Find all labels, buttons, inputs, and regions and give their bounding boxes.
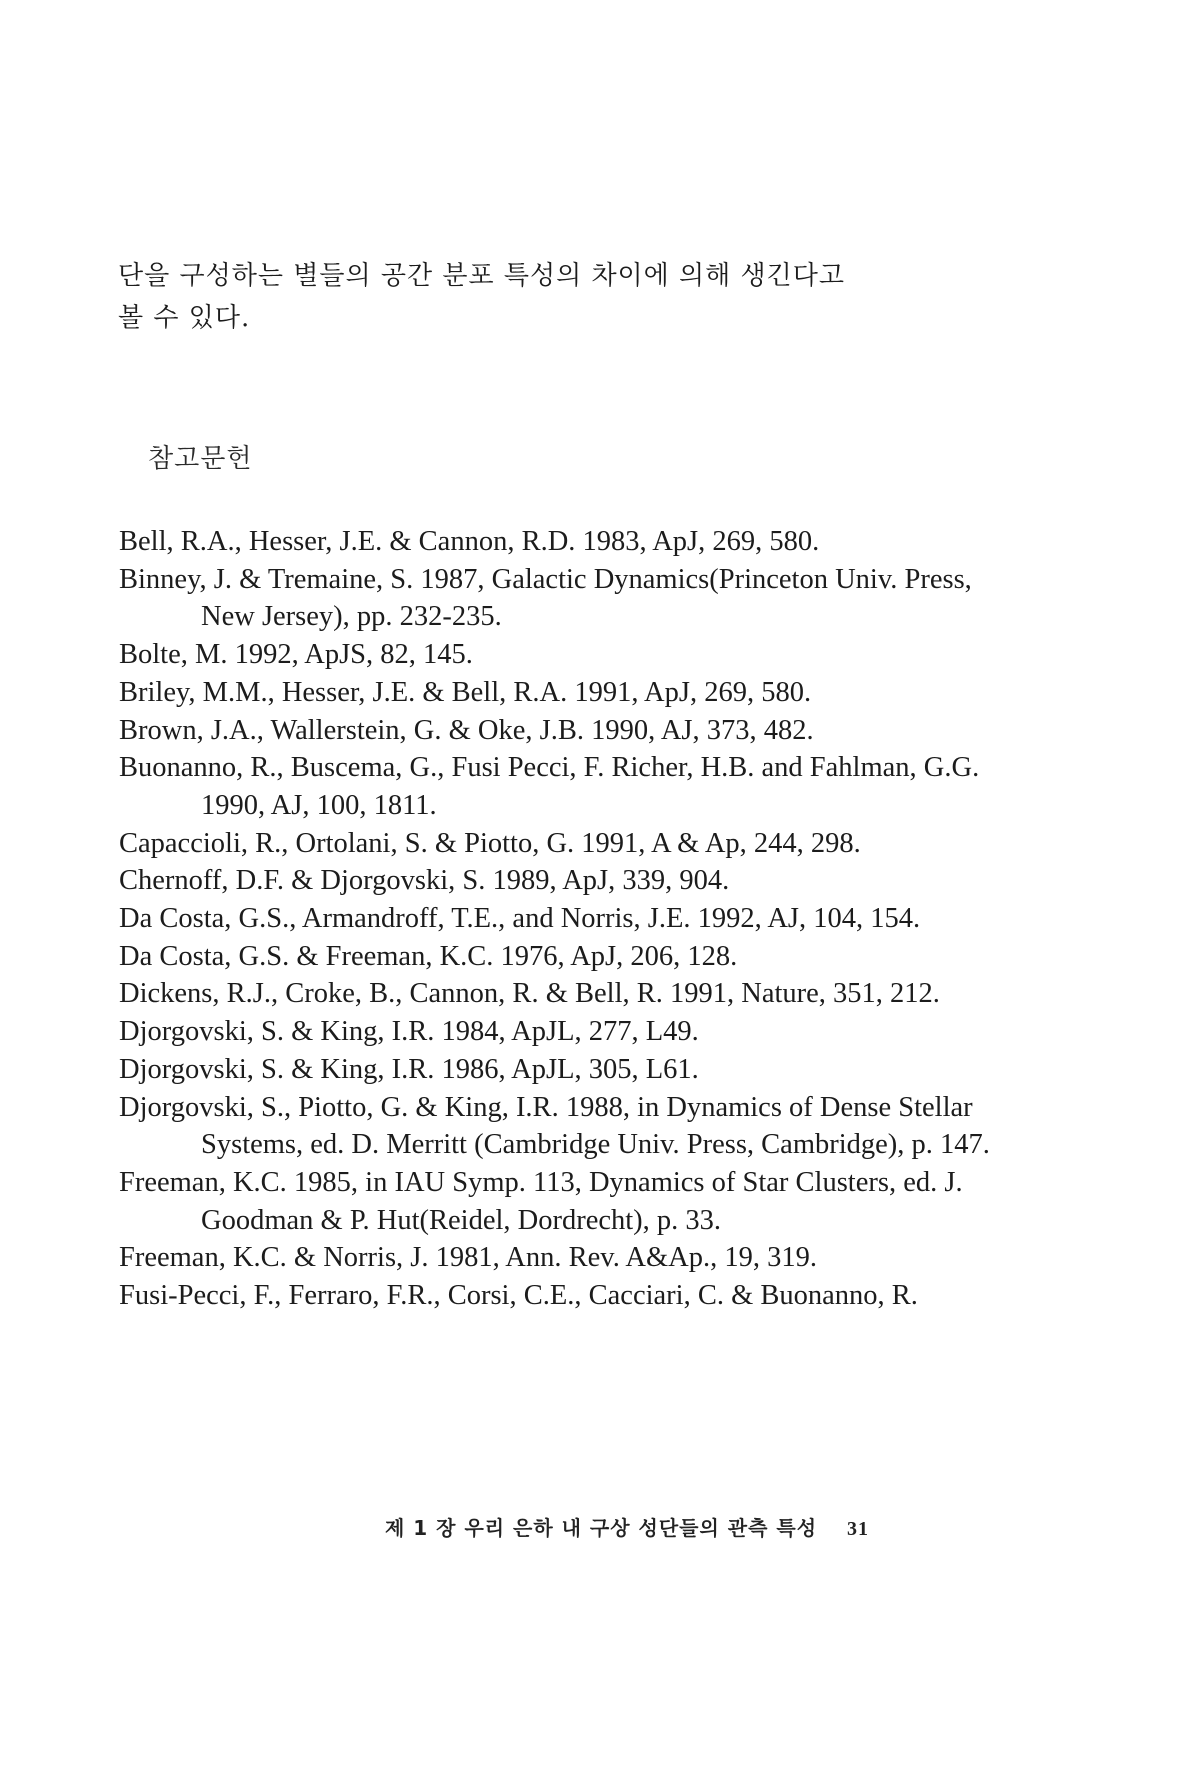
reference-item: Djorgovski, S., Piotto, G. & King, I.R. 1988, in Dynamics of Dense Stellar Systems, ed. D. Merritt (Cambridge Univ. Press, Cambridge), p. 147. [119, 1091, 990, 1161]
reference-item: Bolte, M. 1992, ApJS, 82, 145. [119, 639, 473, 671]
intro-line-2: 볼 수 있다. [118, 303, 251, 333]
page-number: 31 [847, 1518, 869, 1540]
reference-item: Fusi-Pecci, F., Ferraro, F.R., Corsi, C.E., Cacciari, C. & Buonanno, R. [119, 1280, 918, 1312]
reference-item: Capaccioli, R., Ortolani, S. & Piotto, G. 1991, A & Ap, 244, 298. [119, 827, 861, 859]
reference-item: Buonanno, R., Buscema, G., Fusi Pecci, F. Richer, H.B. and Fahlman, G.G. 1990, AJ, 100, 1811. [119, 752, 980, 821]
reference-item: Bell, R.A., Hesser, J.E. & Cannon, R.D. 1983, ApJ, 269, 580. [119, 526, 820, 557]
reference-item: Da Costa, G.S. & Freeman, K.C. 1976, ApJ, 206, 128. [119, 940, 738, 972]
reference-item: Chernoff, D.F. & Djorgovski, S. 1989, ApJ, 339, 904. [119, 865, 730, 897]
reference-item: Da Costa, G.S., Armandroff, T.E., and Norris, J.E. 1992, AJ, 104, 154. [119, 903, 921, 935]
reference-item: Dickens, R.J., Croke, B., Cannon, R. & Bell, R. 1991, Nature, 351, 212. [119, 978, 940, 1010]
reference-list [119, 523, 1019, 1315]
reference-item: Briley, M.M., Hesser, J.E. & Bell, R.A. 1991, ApJ, 269, 580. [119, 676, 812, 708]
reference-item: Brown, J.A., Wallerstein, G. & Oke, J.B. 1990, AJ, 373, 482. [119, 714, 814, 746]
reference-item: Binney, J. & Tremaine, S. 1987, Galactic Dynamics(Princeton Univ. Press, New Jersey), pp. 232-235. [119, 563, 972, 633]
reference-item: Freeman, K.C. 1985, in IAU Symp. 113, Dynamics of Star Clusters, ed. J. Goodman & P. Hut(Reidel, Dordrecht), p. 33. [119, 1166, 963, 1236]
reference-item: Freeman, K.C. & Norris, J. 1981, Ann. Rev. A&Ap., 19, 319. [119, 1242, 817, 1274]
reference-item: Djorgovski, S. & King, I.R. 1984, ApJL, 277, L49. [119, 1016, 699, 1048]
references-heading: 참고문헌 [148, 444, 253, 474]
running-title: 제 1 장 우리 은하 내 구상 성단들의 관측 특성 [385, 1516, 818, 1540]
reference-item: Djorgovski, S. & King, I.R. 1986, ApJL, 305, L61. [119, 1053, 699, 1085]
intro-paragraph [118, 255, 1018, 339]
page-footer [385, 1512, 869, 1541]
intro-line-1: 단을 구성하는 별들의 공간 분포 특성의 차이에 의해 생긴다고 [118, 261, 846, 291]
